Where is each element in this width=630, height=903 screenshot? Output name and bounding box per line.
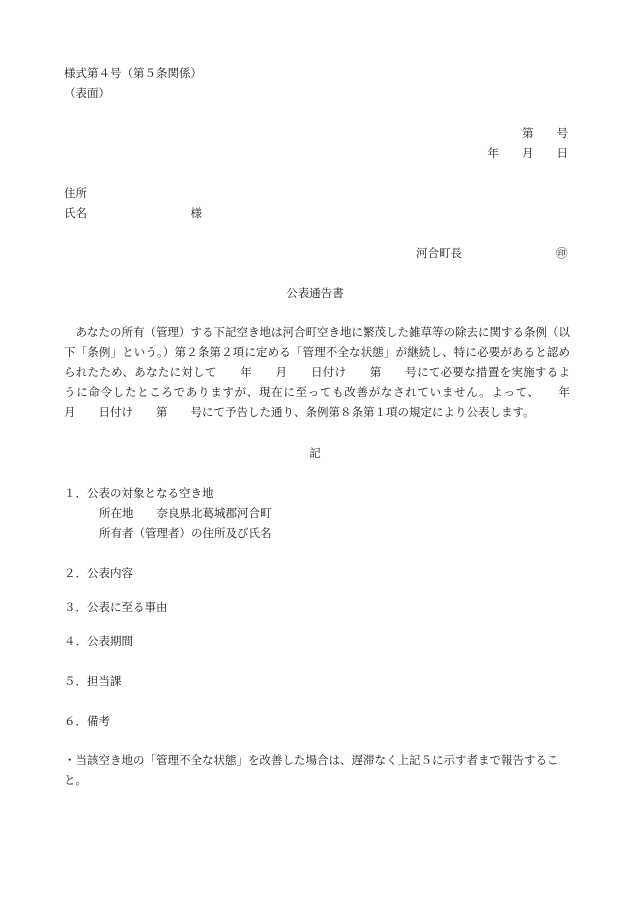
item-1-location: 所在地 奈良県北葛城郡河合町: [99, 506, 272, 520]
form-id: 様式第４号（第５条関係）: [64, 66, 202, 80]
body-line: られたため、あなたに対して 年 月 日付け 第 号にて必要な措置を実施するよ: [64, 365, 570, 379]
item-1-owner: 所有者（管理者）の住所及び氏名: [99, 526, 272, 540]
seal-mark: ㊞: [556, 246, 568, 260]
item-1: １．公表の対象となる空き地: [64, 486, 214, 500]
document-title: 公表通告書: [286, 286, 344, 300]
item-3: ３．公表に至る事由: [64, 600, 168, 614]
name-label: 氏名 様: [64, 206, 202, 220]
item-2: ２．公表内容: [64, 566, 133, 580]
body-line: あなたの所有（管理）する下記空き地は河合町空き地に繁茂した雑草等の除去に関する条例（以: [64, 325, 570, 339]
item-4: ４．公表期間: [64, 634, 133, 648]
side-label: （表面）: [64, 86, 110, 100]
item-6: ６．備考: [64, 714, 110, 728]
body-line: うに命令したところでありますが、現在に至っても改善がなされていません。よって、 年: [64, 385, 570, 399]
body-paragraph: [64, 322, 570, 422]
document-number: 第 号: [522, 126, 568, 140]
body-line: 月 日付け 第 号にて予告した通り、条例第８条第１項の規定により公表します。: [64, 405, 535, 419]
item-5: ５．担当課: [64, 674, 122, 688]
document-date: 年 月 日: [487, 146, 568, 160]
note-line: ・当該空き地の「管理不全な状態」を改善した場合は、遅滞なく上記５に示す者まで報告するこ: [64, 753, 559, 767]
note-line: と。: [64, 773, 87, 787]
ki-heading: 記: [309, 446, 321, 460]
issuer: 河合町長: [416, 246, 462, 260]
body-line: 下「条例」という。）第２条第２項に定める「管理不全な状態」が継続し、特に必要があると認め: [64, 345, 570, 359]
address-label: 住所: [64, 186, 87, 200]
note: [64, 750, 570, 790]
